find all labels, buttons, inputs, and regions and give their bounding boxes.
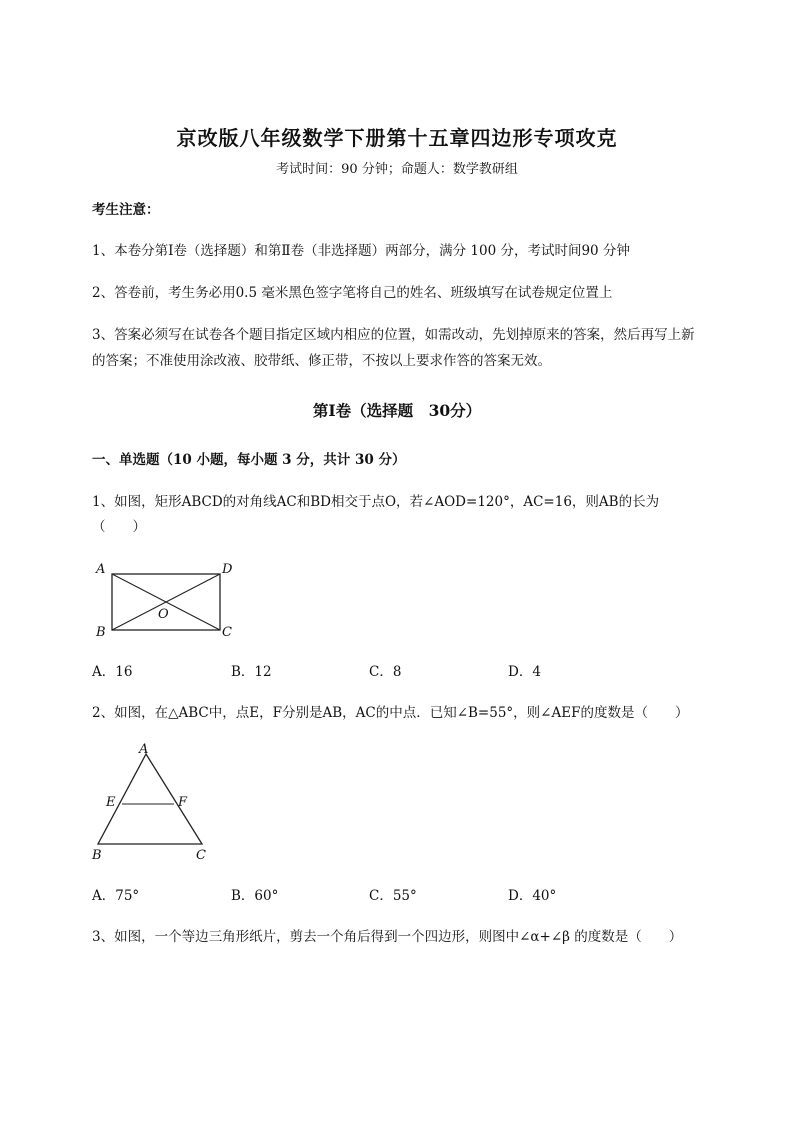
page-title: 京改版八年级数学下册第十五章四边形专项攻克: [176, 126, 618, 150]
notice-heading: 考生注意：: [92, 202, 160, 218]
notice-item-2: 2、答卷前，考生务必用0.5 毫米黑色签字笔将自己的姓名、班级填写在试卷规定位置上: [92, 285, 613, 301]
label-c: C: [222, 625, 232, 640]
question-2-options: [92, 884, 712, 904]
question-1-option-d[interactable]: D．4: [508, 664, 541, 680]
question-2-stem: 2、如图，在△ABC中，点E，F分别是AB，AC的中点．已知∠B=55°，则∠AEF的度数是（ ）: [92, 705, 689, 721]
label-a: A: [139, 742, 149, 757]
section-title: 第Ⅰ卷（选择题 30分）: [312, 401, 482, 420]
label-c: C: [196, 848, 206, 863]
question-1-options: [92, 660, 712, 680]
question-2-option-c[interactable]: C．55°: [369, 888, 417, 904]
question-2-option-a[interactable]: A．75°: [92, 888, 140, 904]
exam-info: 考试时间：90 分钟；命题人：数学教研组: [276, 162, 518, 177]
label-e: E: [106, 795, 116, 810]
question-2-option-d[interactable]: D．40°: [508, 888, 557, 904]
notice-item-3: 3、答案必须写在试卷各个题目指定区域内相应的位置，如需改动，先划掉原来的答案，然后再写上新: [92, 327, 695, 343]
label-d: D: [222, 562, 233, 577]
question-2-option-b[interactable]: B．60°: [231, 888, 279, 904]
question-3-stem: 3、如图，一个等边三角形纸片，剪去一个角后得到一个四边形，则图中∠α+∠β 的度数是（ ）: [92, 929, 683, 945]
label-o: O: [158, 607, 169, 622]
question-2-figure: [88, 740, 218, 865]
notice-item-3-cont: 的答案；不准使用涂改液、胶带纸、修正带，不按以上要求作答的答案无效。: [92, 353, 551, 369]
label-f: F: [178, 795, 188, 810]
label-a: A: [96, 562, 106, 577]
question-1-stem: 1、如图，矩形ABCD的对角线AC和BD相交于点O，若∠AOD=120°，AC=16，则AB的长为: [92, 494, 660, 510]
question-1-option-a[interactable]: A．16: [92, 664, 133, 680]
question-1-figure: [92, 556, 252, 646]
notice-item-1: 1、本卷分第Ⅰ卷（选择题）和第Ⅱ卷（非选择题）两部分，满分 100 分，考试时间90 分钟: [92, 243, 630, 259]
question-1-blank: （ ）: [92, 519, 146, 535]
question-1-option-b[interactable]: B．12: [231, 664, 272, 680]
label-b: B: [96, 625, 106, 640]
label-b: B: [92, 848, 102, 863]
part-title: 一、单选题（10 小题，每小题 3 分，共计 30 分）: [92, 452, 406, 468]
question-1-option-c[interactable]: C．8: [369, 664, 402, 680]
